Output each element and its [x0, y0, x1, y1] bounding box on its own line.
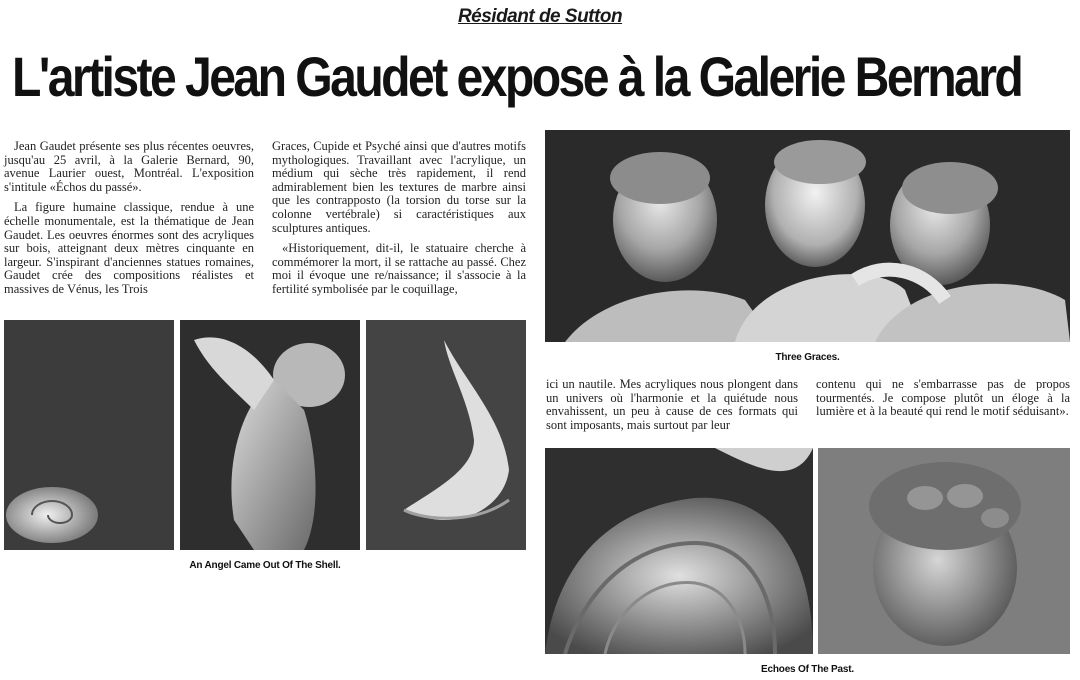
- echoes-photo: [545, 448, 1070, 654]
- angel-shell-photo: [4, 320, 526, 550]
- column-4-paragraph-1: contenu qui ne s'embarrasse pas de propos tourmentés. Je compose plutôt un éloge à la lumière et à la beauté qui rend le motif séduisant».: [816, 377, 1070, 419]
- section-kicker: Résidant de Sutton: [457, 6, 623, 27]
- column-1-paragraph-1: Jean Gaudet présente ses plus récentes oeuvres, jusqu'au 25 avril, à la Galerie Bernard, 90, avenue Laurier ouest, Montréal. L'exposition s'intitule «Échos du passé».: [4, 139, 254, 194]
- column-3-paragraph-1: ici un nautile. Mes acryliques nous plongent dans un univers où l'harmonie et la quiétude nous envahissent, un peu à cause de ces formats qui sont imposants, mais surtout par leur: [546, 377, 798, 432]
- echoes-caption: Echoes Of The Past.: [761, 664, 854, 675]
- three-graces-caption: Three Graces.: [775, 352, 840, 363]
- article-column-1: [4, 140, 254, 304]
- article-column-3: [546, 378, 798, 439]
- angel-caption: An Angel Came Out Of The Shell.: [189, 560, 341, 571]
- column-2-paragraph-1: Graces, Cupide et Psyché ainsi que d'autres motifs mythologiques. Travaillant avec l'acrylique, un médium qui sèche très rapidement, il rend admirablement bien les textures de marbre ainsi que les contrapposto (la torsion du torse sur la colonne vertébrale) si caractéristiques aux sculptures antiques.: [272, 139, 526, 235]
- column-2-paragraph-2: «Historiquement, dit-il, le statuaire cherche à commémorer la mort, il se rattache au passé. Chez moi il évoque une re/naissance; il s'associe à la fertilité symbolisée par le coquillage,: [272, 241, 526, 296]
- nautilus-shell: [6, 487, 98, 543]
- three-graces-photo: [545, 130, 1070, 342]
- article-headline: L'artiste Jean Gaudet expose à la Galerie Bernard: [12, 45, 1022, 108]
- article-column-2: [272, 140, 526, 304]
- column-1-paragraph-2: La figure humaine classique, rendue à une échelle monumentale, est la thématique de Jean Gaudet. Les oeuvres énormes sont des acryliques sur bois, atteignant deux mètres cinquante en largeur. S'inspirant d'anciennes statues romaines, Gaudet crée des compositions réalistes et massives de Vénus, les Trois: [4, 200, 254, 296]
- article-column-4: [816, 378, 1070, 426]
